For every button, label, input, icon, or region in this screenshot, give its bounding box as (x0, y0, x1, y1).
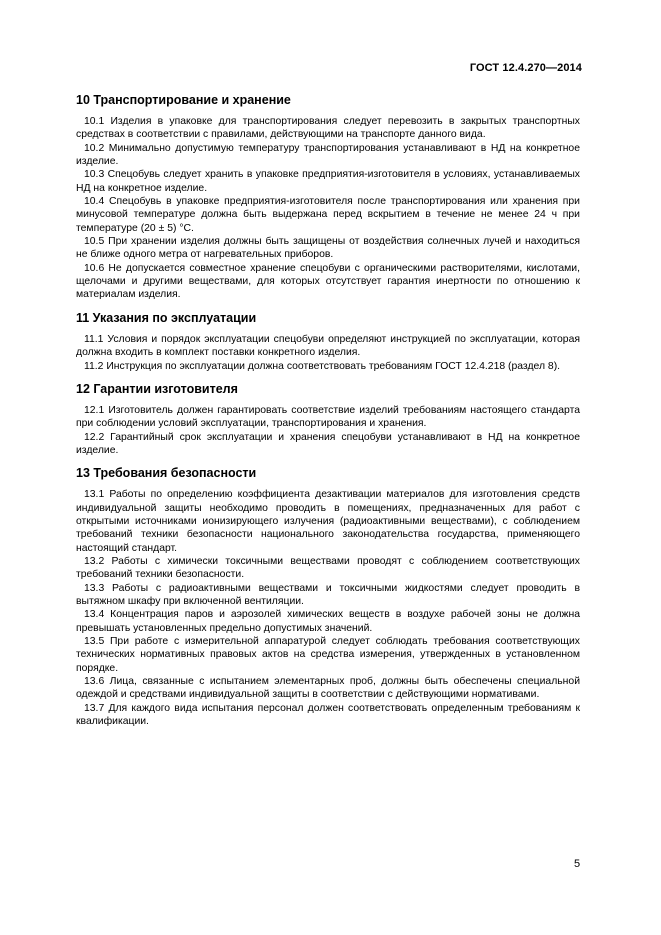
paragraph: 10.3 Спецобувь следует хранить в упаковке предприятия-изготовителя в условиях, устанавливаемых НД на конкретное изделие. (76, 169, 580, 194)
paragraph: 10.6 Не допускается совместное хранение спецобуви с органическими растворителями, кислотами, щелочами и другими веществами, для которых отсутствует гарантия инертности по отношению к материалам изделия. (76, 262, 580, 301)
document-body (76, 92, 580, 736)
paragraph: 13.5 При работе с измерительной аппаратурой следует соблюдать требования соответствующих технических нормативных правовых актов на средства измерения, утвержденных в установленном порядке. (76, 636, 580, 674)
paragraph: 10.2 Минимально допустимую температуру транспортирования устанавливают в НД на конкретное изделие. (76, 142, 580, 168)
paragraph: 12.2 Гарантийный срок эксплуатации и хранения спецобуви устанавливают в НД на конкретное изделие. (76, 431, 580, 456)
section-manufacturer-guarantees (76, 381, 580, 457)
section-title: 13 Требования безопасности (76, 466, 257, 481)
paragraph: 13.2 Работы с химически токсичными веществами проводят с соблюдением соответствующих требований техники безопасности. (76, 555, 580, 581)
paragraph: 10.1 Изделия в упаковке для транспортирования следует перевозить в закрытых транспортных средствах в соответствии с правилами, действующими на транспорте данного вида. (76, 116, 580, 141)
paragraph: 13.3 Работы с радиоактивными веществами и токсичными жидкостями следует проводить в вытяжном шкафу при включенной вентиляции. (76, 582, 580, 607)
paragraph: 10.4 Спецобувь в упаковке предприятия-изготовителя после транспортирования или хранения при минусовой температуре должна быть выдержана перед вскрытием в течение не менее 24 ч при температуре (20 ± 5) °С. (76, 196, 580, 234)
document-id-header: ГОСТ 12.4.270—2014 (469, 62, 582, 74)
paragraph: 11.1 Условия и порядок эксплуатации спецобуви определяют инструкцией по эксплуатации, которая должна входить в комплект поставки конкретного изделия. (76, 333, 580, 359)
section-transport-storage (76, 92, 580, 302)
section-safety-requirements (76, 465, 580, 728)
paragraph: 13.4 Концентрация паров и аэрозолей химических веществ в воздухе рабочей зоны не должна превышать установленных предельно допустимых значений. (76, 609, 580, 634)
paragraph: 12.1 Изготовитель должен гарантировать соответствие изделий требованиям настоящего стандарта при соблюдении условий эксплуатации, транспортирования и хранения. (76, 404, 580, 430)
paragraph: 13.6 Лица, связанные с испытанием элементарных проб, должны быть обеспечены специальной одеждой и средствами индивидуальной защиты в соответствии с действующими нормативами. (76, 676, 580, 701)
paragraph: 13.7 Для каждого вида испытания персонал должен соответствовать определенным требованиям к квалификации. (76, 702, 580, 728)
section-title: 10 Транспортирование и хранение (76, 93, 291, 107)
paragraph: 13.1 Работы по определению коэффициента дезактивации материалов для изготовления средств индивидуальной защиты необходимо проводить в помещениях, предназначенных для работ с открытыми источниками ионизирующего излучения (радиоактивными веществами), с соблюдением требований техники безопасности национального законодательства государства, применяющего настоящий стандарт. (76, 489, 580, 554)
section-operation-instructions (76, 310, 580, 373)
section-title: 12 Гарантии изготовителя (76, 381, 238, 396)
page-number: 5 (574, 858, 581, 870)
paragraph: 10.5 При хранении изделия должны быть защищены от воздействия солнечных лучей и находиться не ближе одного метра от нагревательных приборов. (76, 236, 580, 261)
section-title: 11 Указания по эксплуатации (76, 310, 257, 325)
paragraph: 11.2 Инструкция по эксплуатации должна соответствовать требованиям ГОСТ 12.4.218 (раздел 8). (84, 360, 561, 372)
